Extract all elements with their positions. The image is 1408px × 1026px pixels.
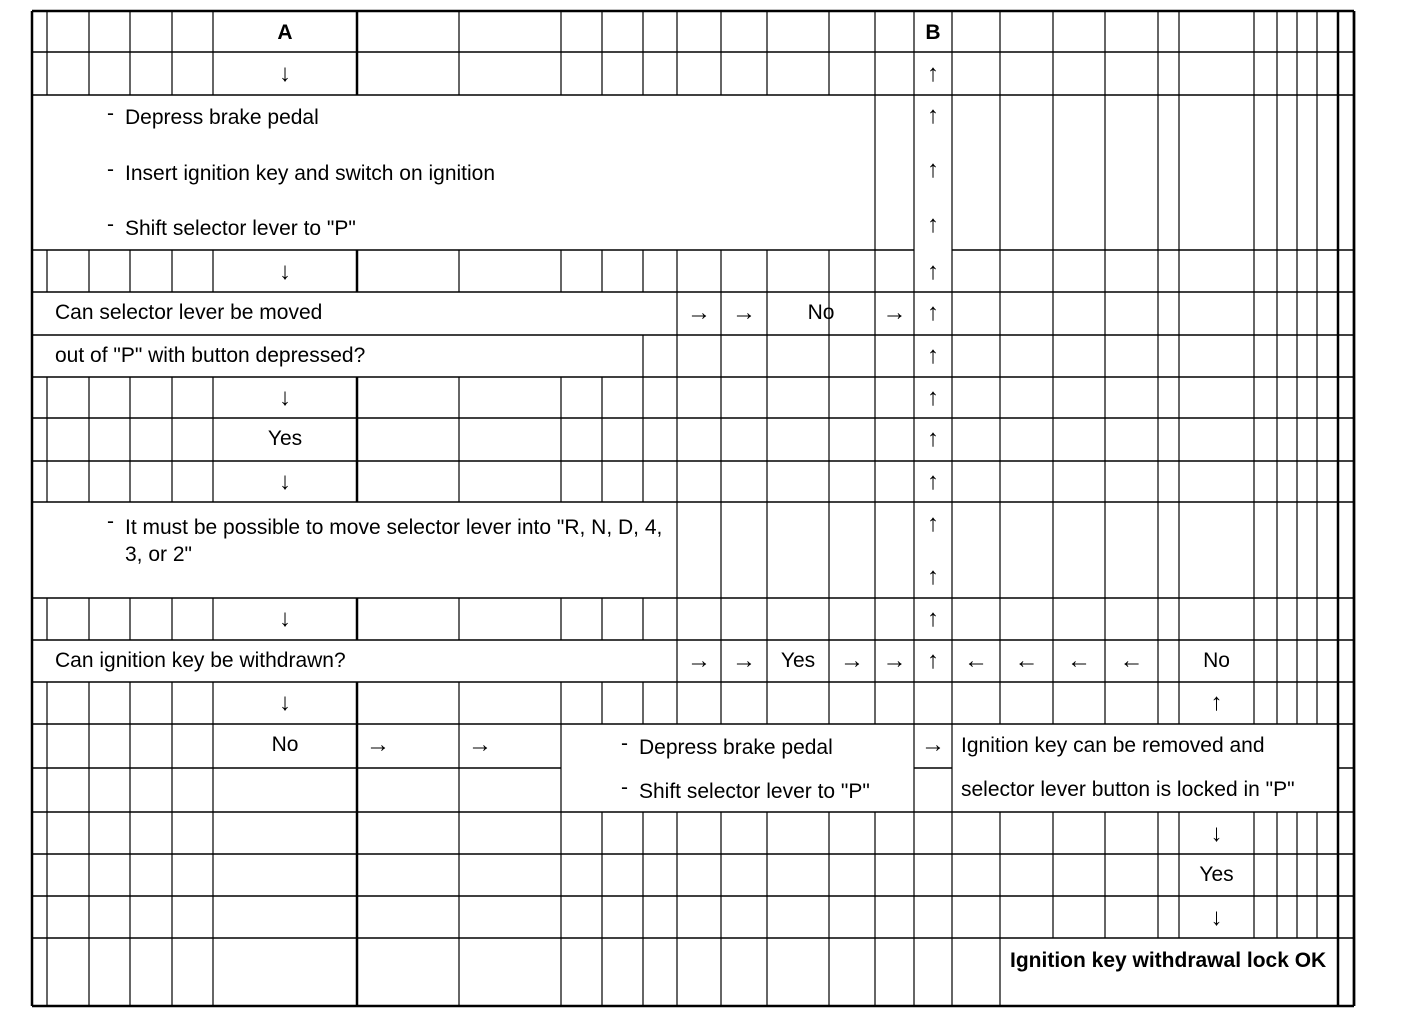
arrow-right-icon: → — [687, 299, 711, 326]
answer-yes: Yes — [1199, 863, 1234, 886]
arrow-up-icon: ↑ — [927, 647, 939, 674]
bullet-dash: - — [107, 158, 114, 181]
bullet-dash: - — [107, 102, 114, 125]
arrow-up-icon: ↑ — [1210, 689, 1223, 716]
arrow-right-icon: → — [732, 299, 756, 326]
arrow-left-icon: ← — [1119, 647, 1144, 674]
arrow-right-icon: → — [921, 731, 945, 758]
arrow-down-icon: ↓ — [279, 384, 291, 411]
answer-no: No — [1203, 649, 1230, 672]
question-selector-move: Can selector lever be moved — [55, 301, 323, 324]
step-insert-key: Insert ignition key and switch on ignition — [125, 162, 496, 185]
bullet-dash: - — [107, 510, 114, 533]
bullet-dash: - — [107, 213, 114, 236]
arrow-up-icon: ↑ — [927, 156, 939, 183]
step-shift-to-p: Shift selector lever to "P" — [125, 217, 356, 240]
arrow-left-icon: ← — [1067, 647, 1091, 674]
bullet-dash: - — [621, 776, 628, 799]
arrow-right-icon: → — [468, 731, 492, 758]
arrow-down-icon: ↓ — [279, 258, 291, 285]
arrow-down-icon: ↓ — [279, 60, 291, 87]
question-selector-move-line2: out of "P" with button depressed? — [55, 344, 366, 367]
arrow-up-icon: ↑ — [927, 299, 939, 326]
arrow-up-icon: ↑ — [927, 342, 939, 369]
step-shift-to-p-2: Shift selector lever to "P" — [639, 780, 870, 803]
arrow-up-icon: ↑ — [927, 563, 939, 590]
result-key-removed: Ignition key can be removed and — [961, 734, 1265, 757]
answer-no: No — [271, 733, 299, 756]
column-b-label: B — [925, 21, 941, 44]
step-depress-brake: Depress brake pedal — [125, 106, 319, 129]
arrow-right-icon: → — [882, 299, 907, 326]
arrow-up-icon: ↑ — [927, 211, 939, 238]
arrow-right-icon: → — [882, 647, 907, 674]
answer-no: No — [807, 301, 835, 324]
arrow-up-icon: ↑ — [927, 510, 939, 537]
arrow-down-icon: ↓ — [1210, 904, 1223, 931]
result-button-locked: selector lever button is locked in "P" — [961, 778, 1295, 801]
arrow-right-icon: → — [687, 647, 711, 674]
arrow-up-icon: ↑ — [927, 425, 939, 452]
question-key-withdrawn: Can ignition key be withdrawn? — [55, 649, 346, 672]
bullet-dash: - — [621, 732, 628, 755]
arrow-left-icon: ← — [1014, 647, 1039, 674]
arrow-down-icon: ↓ — [279, 689, 291, 716]
arrow-up-icon: ↑ — [927, 384, 939, 411]
arrow-down-icon: ↓ — [279, 468, 291, 495]
step-depress-brake-2: Depress brake pedal — [639, 736, 833, 759]
answer-yes: Yes — [780, 649, 816, 672]
arrow-right-icon: → — [840, 647, 864, 674]
step-move-selector: It must be possible to move selector lever into "R, N, D, 4, 3, or 2" — [125, 516, 663, 566]
arrow-down-icon: ↓ — [1210, 820, 1223, 847]
column-a-label: A — [277, 21, 293, 44]
arrow-up-icon: ↑ — [927, 102, 939, 129]
arrow-left-icon: ← — [964, 647, 988, 674]
arrow-down-icon: ↓ — [279, 605, 291, 632]
result-lock-ok: Ignition key withdrawal lock OK — [1010, 949, 1327, 972]
arrow-up-icon: ↑ — [927, 468, 939, 495]
answer-yes: Yes — [267, 427, 303, 450]
arrow-right-icon: → — [366, 731, 390, 758]
arrow-up-icon: ↑ — [927, 60, 939, 87]
arrow-right-icon: → — [732, 647, 756, 674]
arrow-up-icon: ↑ — [927, 605, 939, 632]
arrow-up-icon: ↑ — [927, 258, 939, 285]
